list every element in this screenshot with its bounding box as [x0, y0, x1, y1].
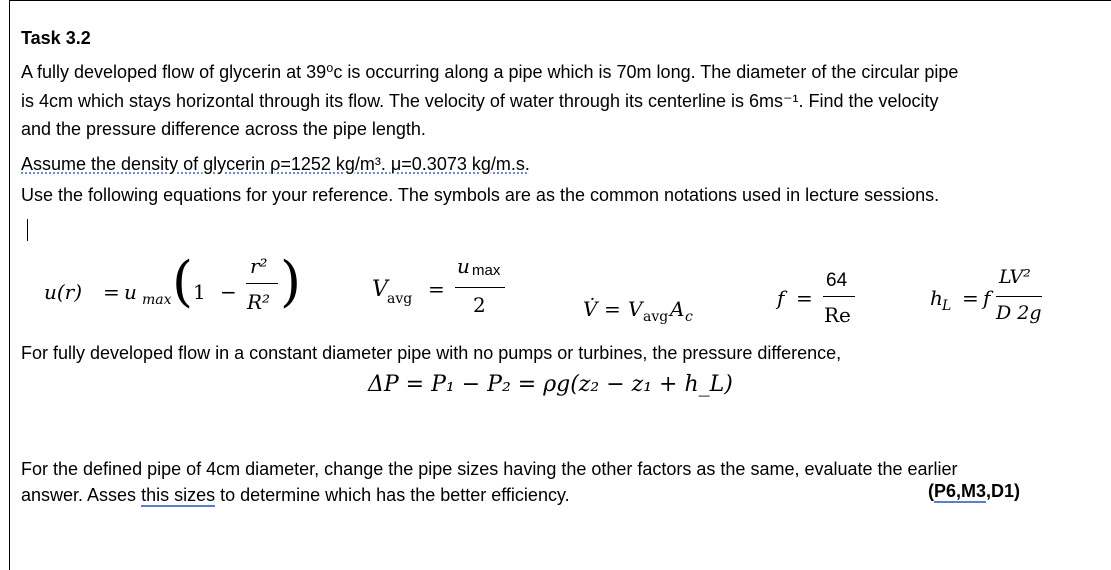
- eq4-num: 64: [826, 270, 848, 291]
- eq4-den: Re: [824, 303, 851, 327]
- eq2-v: V: [372, 277, 388, 302]
- assessment-criteria: [928, 481, 1020, 502]
- eq3-v: V: [628, 297, 643, 321]
- eq2-equals: =: [428, 277, 445, 301]
- criteria-close: ,D1): [986, 481, 1021, 501]
- eq4-f: f: [777, 286, 785, 310]
- final-task-line-1: For the defined pipe of 4cm diameter, change the pipe sizes having the other factors as the same, evaluate the earlier: [21, 459, 958, 479]
- eq3-a: A: [670, 297, 685, 321]
- problem-line-2: is 4cm which stays horizontal through its flow. The velocity of water through its centerline is 6ms⁻¹. Find the velocity: [21, 91, 939, 111]
- eq4-equals: =: [796, 286, 813, 310]
- reference-text: Use the following equations for your reference. The symbols are as the common notations used in lecture sessions.: [21, 185, 940, 205]
- problem-line-1: A fully developed flow of glycerin at 39⁰c is occurring along a pipe which is 70m long. The diameter of the circular pipe: [21, 62, 959, 82]
- eq5-h: h: [930, 286, 943, 310]
- assume-text-content: Assume the density of glycerin ρ=1252 kg/m³. μ=0.3073 kg/m.s.: [21, 154, 530, 174]
- eq5-h-sub: L: [942, 298, 952, 314]
- eq5-den: D 2g: [996, 302, 1042, 324]
- eq3-v-sub: avg: [643, 309, 669, 325]
- pressure-difference-equation: ΔP = P₁ − P₂ = ρg(z₂ − z₁ + h_L): [368, 372, 733, 397]
- eq1-one: 1: [193, 280, 206, 304]
- eq2-fraction-bar: [455, 287, 505, 288]
- criteria-underlined: P6,M3: [934, 481, 987, 501]
- eq5-equals: =: [962, 286, 979, 310]
- eq1-minus: −: [220, 280, 237, 304]
- eq2-den: 2: [473, 293, 486, 317]
- eq5-f: f: [983, 286, 991, 310]
- final-task-line-2: [21, 481, 570, 509]
- eq3-a-sub: c: [685, 309, 693, 325]
- eq5-num: LV²: [999, 266, 1031, 288]
- eq5-fraction-bar: [996, 296, 1042, 297]
- eq2-num-sub: max: [472, 262, 501, 279]
- assume-text: [21, 150, 530, 178]
- eq4-fraction-bar: [823, 296, 855, 297]
- eq1-fraction-bar: [246, 283, 278, 284]
- eq1-equals: =: [103, 280, 120, 304]
- problem-line-3: and the pressure difference across the pipe length.: [21, 119, 426, 139]
- final-task-underlined: this sizes: [141, 485, 216, 505]
- final-task-suffix: to determine which has the better efficiency.: [215, 485, 570, 505]
- text-cursor: [27, 219, 28, 241]
- eq1-u: u: [124, 280, 137, 304]
- final-task-prefix: answer. Asses: [21, 485, 142, 505]
- eq1-num: r²: [250, 254, 268, 278]
- eq3-equals: =: [604, 297, 621, 321]
- eq1-den: R²: [247, 290, 271, 314]
- criteria-open: (: [928, 481, 934, 501]
- eq1-left-paren: (: [172, 250, 194, 313]
- eq3-lhs: V̇: [583, 297, 598, 321]
- fully-developed-text: For fully developed flow in a constant diameter pipe with no pumps or turbines, the pressure difference,: [21, 343, 842, 363]
- eq1-u-sub: max: [142, 292, 172, 308]
- eq2-v-sub: avg: [387, 291, 413, 307]
- eq2-num-u: u: [457, 254, 470, 278]
- task-title: Task 3.2: [21, 28, 91, 48]
- eq1-lhs: u(r): [44, 280, 83, 304]
- eq1-right-paren: ): [280, 250, 302, 313]
